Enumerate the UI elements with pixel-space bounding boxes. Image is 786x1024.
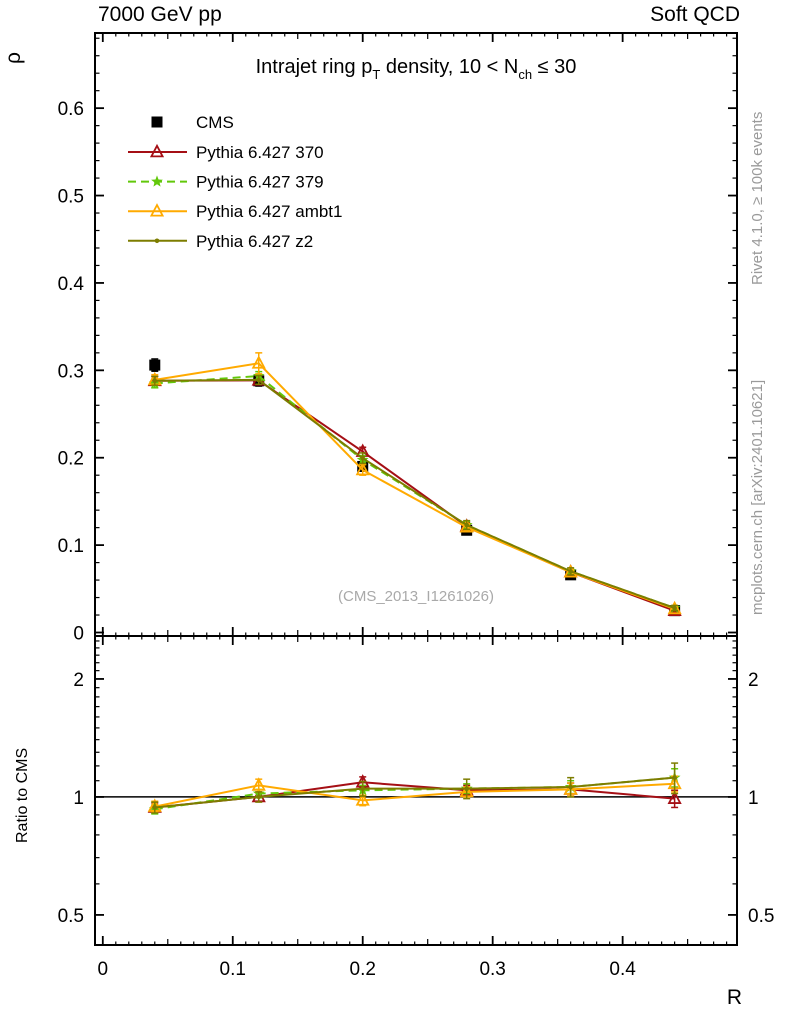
tick-label: 0.3: [57, 361, 84, 383]
legend-label: Pythia 6.427 370: [196, 143, 324, 162]
analysis-id-watermark: (CMS_2013_I1261026): [338, 588, 494, 605]
tick-label: 0.2: [349, 959, 376, 980]
legend-item-pythia-6-427-ambt1: [128, 202, 342, 221]
tick-label: 1: [73, 787, 84, 809]
legend-label: Pythia 6.427 z2: [196, 231, 314, 251]
title-subscript-nch: ch: [518, 66, 533, 82]
tick-label: 0.5: [57, 905, 84, 927]
legend-item-pythia-6-427-370: [128, 143, 324, 162]
title-segment: ≤ 30: [532, 56, 577, 78]
series-pythia-6-427-z2: [151, 376, 678, 813]
title-segment: Intrajet ring p: [255, 56, 373, 78]
y-axis-title-rho: ρ: [2, 52, 25, 64]
axes: [58, 33, 775, 980]
process-group-label: Soft QCD: [650, 3, 740, 26]
legend-item-pythia-6-427-379: [128, 173, 324, 192]
rivet-version-note: Rivet 4.1.0, ≥ 100k events: [749, 111, 766, 285]
tick-label: 0.1: [219, 959, 246, 980]
reference-series-cms: [149, 359, 680, 616]
tick-label: 0.5: [748, 905, 775, 927]
title-subscript-pt: T: [372, 66, 381, 82]
ratio-axis-title: Ratio to CMS: [14, 747, 31, 843]
tick-label: 0.6: [57, 99, 84, 121]
tick-label: 0.4: [57, 273, 84, 295]
series-pythia-6-427-379: [149, 370, 681, 815]
legend-label: Pythia 6.427 ambt1: [196, 202, 343, 222]
legend-item-pythia-6-427-z2: [128, 232, 313, 251]
tick-label: 0.1: [57, 536, 84, 558]
tick-label: 0: [73, 623, 84, 645]
model-series: [149, 353, 681, 814]
ratio-panel-frame: [95, 636, 737, 945]
title-segment: density, 10 < N: [380, 56, 519, 78]
tick-label: 0: [97, 959, 109, 980]
legend-item-cms: [152, 117, 163, 128]
beam-energy-label: 7000 GeV pp: [98, 3, 222, 26]
x-axis-title: R: [726, 986, 742, 1009]
tick-label: 0.4: [609, 959, 636, 980]
legend: [128, 117, 342, 251]
mcplots-arxiv-note: mcplots.cern.ch [arXiv:2401.10621]: [749, 379, 766, 615]
tick-label: 2: [748, 669, 759, 691]
main-panel-frame: [95, 33, 737, 636]
tick-label: 0.2: [57, 448, 84, 470]
tick-label: 0.3: [479, 959, 506, 980]
tick-label: 2: [73, 669, 84, 691]
tick-label: 1: [748, 787, 759, 809]
legend-label: CMS: [196, 113, 234, 132]
series-pythia-6-427-370: [149, 374, 680, 812]
legend-label: Pythia 6.427 379: [196, 172, 324, 192]
tick-label: 0.5: [57, 186, 84, 208]
